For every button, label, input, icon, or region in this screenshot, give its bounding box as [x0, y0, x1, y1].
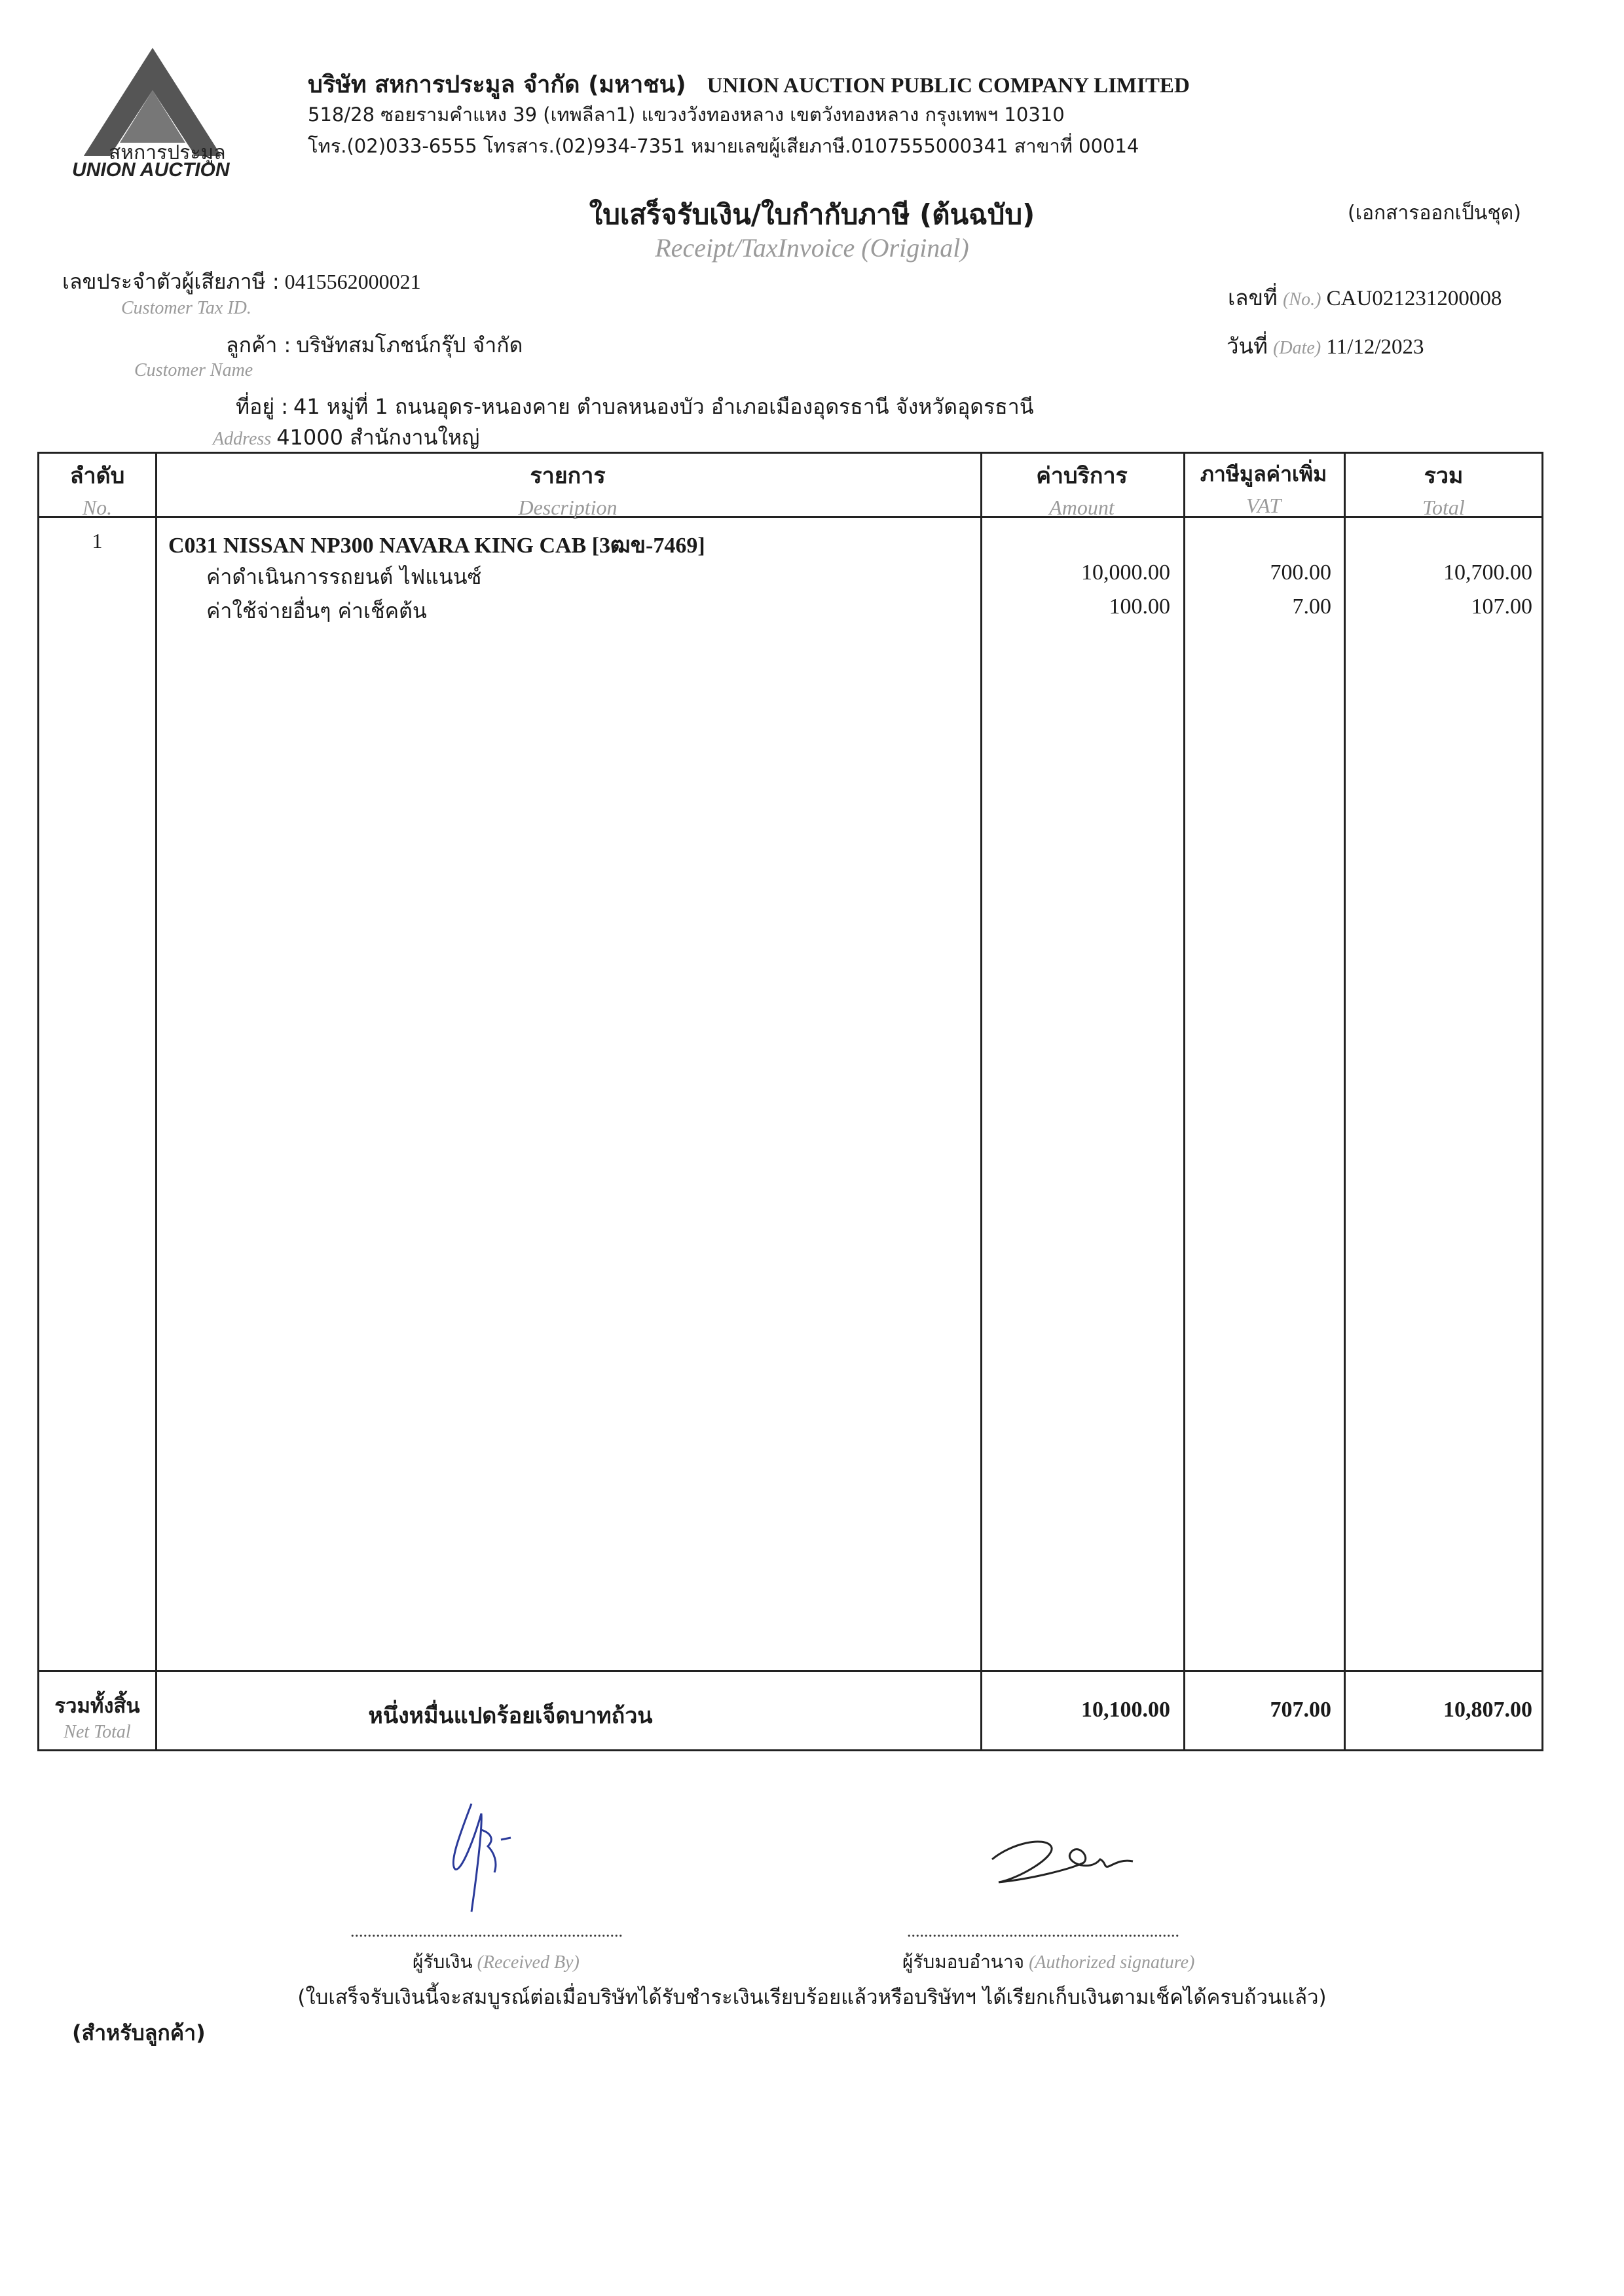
- copy-for-customer: (สำหรับลูกค้า): [72, 2020, 206, 2045]
- header-vat: [1183, 458, 1344, 518]
- items-table: [37, 452, 1543, 1751]
- row-total: 107.00: [1471, 594, 1532, 619]
- column-divider: [980, 454, 982, 1749]
- customer-tax-id-label: เลขประจำตัวผู้เสียภาษี :: [62, 269, 280, 294]
- document-date-line: [1227, 329, 1424, 363]
- customer-name: บริษัทสมโภชน์กรุ๊ป จำกัด: [296, 333, 523, 357]
- header-no-en: No.: [82, 496, 113, 519]
- header-total-th: รวม: [1424, 463, 1464, 489]
- customer-address-line2: [213, 421, 479, 454]
- received-by-label-en: (Received By): [477, 1952, 580, 1973]
- document-set-note: (เอกสารออกเป็นชุด): [1348, 202, 1521, 225]
- header-total: [1344, 458, 1543, 520]
- receipt-validity-note: (ใบเสร็จรับเงินนี้จะสมบูรณ์ต่อเมื่อบริษัทได้รับชำระเงินเรียบร้อยแล้วหรือบริษัทฯ ได้เรียกเก็บเงินตามเช็คได้ครบถ้วนแล้ว): [297, 1986, 1327, 2009]
- document-number-line: [1228, 280, 1502, 315]
- document-title-th: ใบเสร็จรับเงิน/ใบกำกับภาษี (ต้นฉบับ): [589, 198, 1035, 230]
- header-amount-en: Amount: [1049, 496, 1115, 519]
- authorized-caption: [902, 1948, 1194, 1977]
- row-vat: 7.00: [1292, 594, 1331, 619]
- customer-name-label-en: Customer Name: [134, 360, 253, 380]
- header-amount: [980, 458, 1183, 520]
- row-description: ค่าใช้จ่ายอื่นๆ ค่าเช็คต้น: [206, 598, 427, 623]
- customer-address-label-en: Address: [213, 429, 272, 449]
- customer-tax-id-label-en: Customer Tax ID.: [121, 298, 251, 318]
- authorized-line: ................................................................: [907, 1922, 1179, 1941]
- received-by-label: ผู้รับเงิน: [413, 1951, 473, 1973]
- customer-tax-id-line: [62, 265, 421, 299]
- net-amount: 10,100.00: [1081, 1698, 1170, 1722]
- net-total-label-en: Net Total: [64, 1722, 131, 1742]
- header-vat-en: VAT: [1246, 494, 1282, 517]
- company-name-th: บริษัท สหการประมูล จำกัด (มหาชน): [308, 71, 686, 98]
- row-description: ค่าดำเนินการรถยนต์ ไฟแนนซ์: [206, 564, 482, 589]
- authorized-signature-image: [979, 1823, 1149, 1895]
- column-divider: [1344, 454, 1346, 1749]
- column-divider: [1183, 454, 1185, 1749]
- row-vat: 700.00: [1270, 560, 1331, 585]
- company-name-line: [308, 65, 1190, 103]
- net-total: 10,807.00: [1443, 1698, 1532, 1722]
- net-total-label-th: รวมทั้งสิ้น: [54, 1694, 140, 1718]
- net-vat: 707.00: [1270, 1698, 1331, 1722]
- document-title-en: Receipt/TaxInvoice (Original): [655, 233, 969, 263]
- customer-address-1: 41 หมู่ที่ 1 ถนนอุดร-หนองคาย ตำบลหนองบัว อำเภอเมืองอุดรธานี จังหวัดอุดรธานี: [293, 394, 1034, 419]
- item-number: 1: [92, 529, 103, 553]
- document-number-label: เลขที่: [1228, 285, 1278, 310]
- header-description: [155, 458, 980, 520]
- customer-address-label: ที่อยู่ :: [236, 394, 289, 419]
- company-contact: โทร.(02)033-6555 โทรสาร.(02)934-7351 หมายเลขผู้เสียภาษี.0107555000341 สาขาที่ 00014: [308, 135, 1139, 157]
- authorized-label-en: (Authorized signature): [1029, 1952, 1195, 1973]
- received-by-line: ................................................................: [350, 1922, 623, 1941]
- company-address: 518/28 ซอยรามคำแหง 39 (เทพลีลา1) แขวงวังทองหลาง เขตวังทองหลาง กรุงเทพฯ 10310: [308, 103, 1065, 126]
- logo-text-th: สหการประมูล: [109, 141, 226, 164]
- customer-address-2: 41000 สำนักงานใหญ่: [276, 425, 480, 450]
- header-no: [39, 458, 155, 520]
- received-by-caption: [413, 1948, 580, 1977]
- row-amount: 10,000.00: [1081, 560, 1170, 585]
- header-vat-th: ภาษีมูลค่าเพิ่ม: [1200, 462, 1327, 486]
- document-number: CAU021231200008: [1326, 287, 1502, 310]
- row-amount: 100.00: [1109, 594, 1170, 619]
- document-date: 11/12/2023: [1326, 335, 1424, 359]
- authorized-label: ผู้รับมอบอำนาจ: [902, 1951, 1025, 1973]
- customer-name-line: [226, 329, 523, 362]
- item-title: C031 NISSAN NP300 NAVARA KING CAB [3ฒข-7469]: [168, 534, 705, 558]
- table-row: [39, 560, 1541, 594]
- document-number-label-en: (No.): [1283, 289, 1321, 310]
- company-logo: [71, 45, 234, 182]
- logo-text-en: UNION AUCTION: [72, 159, 230, 181]
- document-date-label: วันที่: [1227, 333, 1268, 359]
- amount-in-words: หนึ่งหมื่นแปดร้อยเจ็ดบาทถ้วน: [368, 1703, 653, 1729]
- header-no-th: ลำดับ: [69, 463, 125, 489]
- customer-address-line1: [236, 390, 1034, 424]
- row-total: 10,700.00: [1443, 560, 1532, 585]
- footer-divider: [39, 1670, 1541, 1672]
- net-total-label: [39, 1689, 155, 1743]
- header-description-en: Description: [518, 496, 618, 519]
- column-divider: [155, 454, 157, 1749]
- table-row: [39, 594, 1541, 629]
- document-date-label-en: (Date): [1273, 338, 1321, 358]
- header-amount-th: ค่าบริการ: [1036, 463, 1128, 489]
- received-by-signature-image: [435, 1791, 540, 1922]
- header-description-th: รายการ: [530, 463, 606, 489]
- customer-name-label: ลูกค้า :: [226, 333, 291, 357]
- header-total-en: Total: [1422, 496, 1465, 519]
- company-name-en: UNION AUCTION PUBLIC COMPANY LIMITED: [707, 74, 1190, 98]
- customer-tax-id: 0415562000021: [284, 270, 421, 293]
